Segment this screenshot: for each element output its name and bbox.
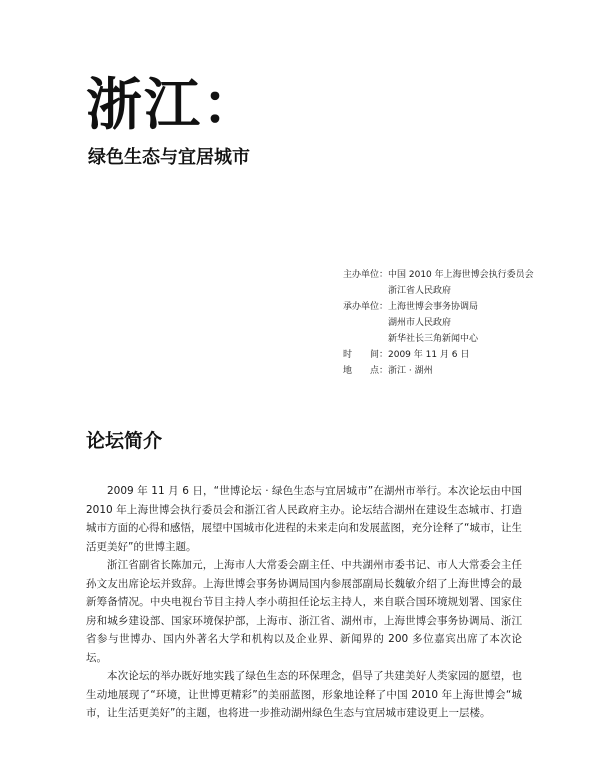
host-label: 主办单位： [343,270,389,280]
host-values [388,267,534,299]
page-subtitle: 绿色生态与宜居城市 [88,147,250,168]
host-row [343,267,583,299]
undertaker-label: 承办单位： [343,302,389,312]
time-value: 2009 年 11 月 6 日 [388,350,470,360]
place-row [343,363,583,379]
host-item: 浙江省人民政府 [388,286,452,296]
organizer-info [343,267,583,379]
page-title: 浙江： [86,73,260,138]
place-value: 浙江 · 湖州 [388,366,433,376]
intro-paragraph: 2009 年 11 月 6 日，“世博论坛 · 绿色生态与宜居城市”在湖州市举行。本次论坛由中国 2010 年上海世博会执行委员会和浙江省人民政府主办。论坛结合湖州在建设生态城市、打造城市方面的心得和感悟，展望中国城市化进程的未来走向和发展蓝图，充分诠释了“城市，让生活更美好”的世博主题。 [86,485,522,553]
undertaker-item: 湖州市人民政府 [388,318,452,328]
undertaker-item: 上海世博会事务协调局 [388,302,479,312]
intro-body [86,482,522,723]
undertaker-values [388,299,478,347]
undertaker-row [343,299,583,347]
undertaker-item: 新华社长三角新闻中心 [388,334,479,344]
place-label: 地 点： [343,366,389,376]
time-row [343,347,583,363]
time-label: 时 间： [343,350,389,360]
host-item: 中国 2010 年上海世博会执行委员会 [388,270,534,280]
intro-heading: 论坛简介 [86,430,163,452]
intro-paragraph: 浙江省副省长陈加元，上海市人大常委会副主任、中共湖州市委书记、市人大常委会主任孙文友出席论坛并致辞。上海世博会事务协调局国内参展部副局长魏敏介绍了上海世博会的最新筹备情况。中央电视台节目主持人李小萌担任论坛主持人，来自联合国环境规划署、国家住房和城乡建设部、国家环境保护部，上海市、浙江省、湖州市，上海世博会事务协调局、浙江省参与世博办、国内外著名大学和机构以及企业界、新闻界的 200 多位嘉宾出席了本次论坛。 [86,559,522,664]
intro-paragraph: 本次论坛的举办既好地实践了绿色生态的环保理念，倡导了共建美好人类家园的愿望，也生动地展现了“环境，让世博更精彩”的美丽蓝图，形象地诠释了中国 2010 年上海世博会“城市，让生活更美好”的主题，也将进一步推动湖州绿色生态与宜居城市建设更上一层楼。 [86,670,522,719]
